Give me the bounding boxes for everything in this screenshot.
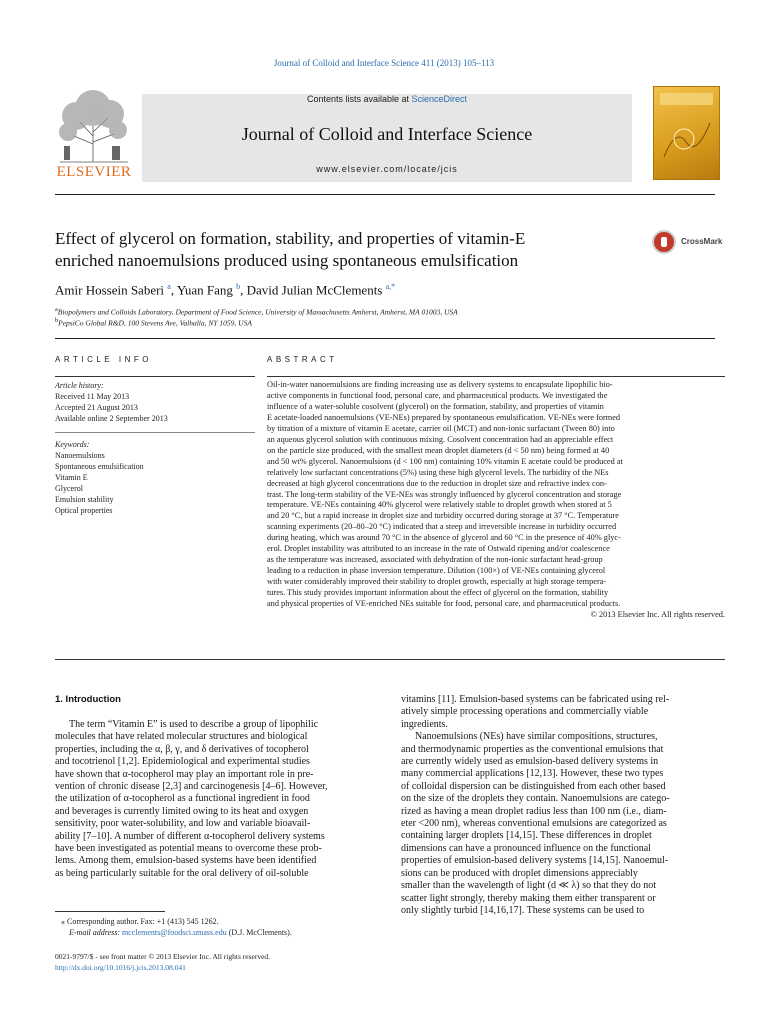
- body-line: ingredients.: [401, 718, 448, 730]
- keyword: Spontaneous emulsification: [55, 462, 144, 471]
- author-affil-ref[interactable]: a,*: [385, 282, 396, 291]
- author-affil-ref[interactable]: a: [167, 282, 171, 291]
- keyword: Nanoemulsions: [55, 451, 105, 460]
- affiliation-b: [55, 317, 252, 328]
- body-line: containing larger droplets [14,15]. These differences in droplet: [401, 830, 652, 842]
- keywords-rule: [55, 432, 255, 433]
- body-line: lems. Among them, emulsion-based systems have been identified: [55, 855, 317, 867]
- body-line: molecules that have related molecular structures and biological: [55, 731, 308, 743]
- keywords-block: [55, 439, 255, 516]
- article-info-rule: [55, 376, 255, 377]
- body-line: sensitivity, poor water-solubility, and low and variable bioavail-: [55, 818, 311, 830]
- body-line: properties of emulsion-based delivery systems [14,15]. Nanoemul-: [401, 855, 669, 867]
- body-line: only slightly turbid [14,16,17]. These systems can be used to: [401, 904, 645, 916]
- email-label: E-mail address:: [69, 928, 123, 937]
- body-line: atively simple processing operations and commercially viable: [401, 706, 649, 718]
- body-line: vitamins [11]. Emulsion-based systems can be fabricated using rel-: [401, 694, 670, 705]
- affiliation-a: [55, 306, 458, 317]
- body-line: many commercial applications [12,13]. However, these two types: [401, 768, 664, 780]
- copyright-notice: © 2013 Elsevier Inc. All rights reserved.: [590, 610, 725, 620]
- right-column: [401, 694, 725, 917]
- crossmark-badge[interactable]: [652, 228, 732, 258]
- doi-link[interactable]: http://dx.doi.org/10.1016/j.jcis.2013.08.041: [55, 962, 186, 972]
- keyword: Optical properties: [55, 506, 113, 515]
- abstract-line: E acetate-loaded nanoemulsions (VE-NEs) prepared by spontaneous emulsification. VE-NEs were formed: [267, 412, 621, 422]
- journal-citation[interactable]: Journal of Colloid and Interface Science 411 (2013) 105–113: [273, 58, 495, 68]
- keywords-label: Keywords:: [55, 440, 90, 449]
- corresponding-author: ⁎ Corresponding author. Fax: +1 (413) 545 1262.: [61, 917, 219, 926]
- abstract-line: erol. Droplet instability was attributed to an increase in the rate of Ostwald ripening and/or coalescence: [267, 544, 610, 554]
- abstract-rule: [267, 376, 725, 377]
- abstract-line: trast. The long-term stability of the VE-NEs was strongly influenced by glycerol concentration and storage: [267, 489, 622, 499]
- body-line: The term “Vitamin E” is used to describe a group of lipophilic: [69, 719, 319, 730]
- body-line: rized as having a mean droplet radius less than 100 nm (i.e., diam-: [401, 805, 667, 817]
- header-rule: [55, 194, 715, 195]
- body-line: eter <200 nm), whereas conventional emulsions are categorized as: [401, 818, 667, 830]
- body-line: have been investigated as potential means to overcome these prob-: [55, 843, 322, 855]
- crossmark-icon: [652, 230, 676, 254]
- body-line: the utilization of α-tocopherol as a functional ingredient in food: [55, 793, 310, 805]
- author-affil-ref[interactable]: b: [236, 282, 241, 291]
- body-line: smaller than the wavelength of light (d ≪ λ) so that they do not: [401, 880, 656, 892]
- abstract-line: during heating, which was around 70 °C in the absence of glycerol and 60 °C in the presence of 40% glyc-: [267, 533, 621, 543]
- body-line: as being particularly suitable for the oral delivery of oil-soluble: [55, 867, 309, 879]
- abstract-line: an aqueous glycerol solution with continuous mixing. Cosolvent concentration had an appreciable effect: [267, 434, 614, 444]
- article-history: [55, 380, 255, 424]
- affiliation-text: PepsiCo Global R&D, 100 Stevens Ave, Valhalla, NY 1059, USA: [58, 318, 252, 328]
- abstract-bottom-rule: [55, 659, 725, 660]
- body-line: properties, including the α, β, γ, and δ derivatives of tocopherol: [55, 743, 309, 755]
- history-received: Received 11 May 2013: [55, 392, 130, 401]
- email-suffix: (D.J. McClements).: [226, 928, 292, 937]
- abstract-line: with water considerably improved their stability to droplet growth, especially at high storage tempera-: [267, 577, 607, 587]
- title-line-2: enriched nanoemulsions produced using spontaneous emulsification: [55, 251, 519, 270]
- abstract-line: Oil-in-water nanoemulsions are finding increasing use as delivery systems to encapsulate lipophilic bio-: [267, 380, 613, 389]
- abstract-line: decreased at high glycerol concentrations due to the reduction in droplet size and refractive index con-: [267, 478, 607, 488]
- journal-title: Journal of Colloid and Interface Science: [241, 124, 533, 144]
- history-label: Article history:: [55, 381, 104, 390]
- crossmark-label: CrossMark: [681, 237, 723, 246]
- affiliation-text: Biopolymers and Colloids Laboratory, Department of Food Science, University of Massachusetts Amherst, Amherst, MA 01003, USA: [57, 307, 458, 317]
- body-line: on the size of the droplets they contain. Nanoemulsions are catego-: [401, 793, 670, 805]
- abstract-line: temperature. VE-NEs containing 40% glycerol were relatively stable to droplet growth when stored at 5: [267, 500, 612, 510]
- author-name[interactable]: Amir Hossein Saberi: [55, 282, 165, 298]
- body-line: Nanoemulsions (NEs) have similar compositions, structures,: [415, 731, 658, 743]
- body-line: sions can be produced with droplet dimensions appreciably: [401, 867, 638, 879]
- body-line: of colloidal dispersion can be distinguished from each other based: [401, 780, 666, 792]
- elsevier-wordmark: ELSEVIER: [56, 164, 132, 180]
- body-line: vention of chronic disease [2,3] and carcinogenesis [4–6]. However,: [55, 781, 328, 793]
- author-name[interactable]: Yuan Fang: [176, 282, 233, 298]
- abstract-text: [267, 380, 725, 621]
- journal-url[interactable]: www.elsevier.com/locate/jcis: [316, 164, 458, 174]
- body-line: and thermodynamic properties as the conventional emulsions that: [401, 743, 664, 755]
- issn-line: 0021-9797/$ - see front matter © 2013 Elsevier Inc. All rights reserved.: [55, 952, 271, 961]
- abstract-line: active components in functional food, personal care, and pharmaceutical products. We investigated the: [267, 390, 608, 400]
- author-list: Amir Hossein Saberi $^a$, Yuan Fang $^b$, David Julian McClements $^{a,*}$: [55, 282, 396, 298]
- abstract-heading: ABSTRACT: [267, 355, 338, 364]
- article-title: [55, 228, 645, 272]
- abstract-line: influence of a water-soluble cosolvent (glycerol) on the formation, stability, and properties of vitamin: [267, 401, 604, 411]
- keyword: Emulsion stability: [55, 495, 114, 504]
- abstract-line: and 50 wt% glycerol. Nanoemulsions (d < 100 nm) containing 10% vitamin E acetate could be produced at: [267, 456, 623, 466]
- section-title: 1. Introduction: [55, 694, 121, 705]
- history-accepted: Accepted 21 August 2013: [55, 403, 138, 412]
- journal-banner: [142, 94, 632, 182]
- front-matter: [55, 952, 270, 973]
- keyword: Glycerol: [55, 484, 83, 493]
- body-line: and tocotrienol [1,2]. Epidemiological and experimental studies: [55, 756, 310, 768]
- abstract-line: as the temperature was increased, associated with dehydration of the non-ionic surfactant head-group: [267, 555, 603, 565]
- body-line: and beverages is currently limited owing to its heat and oxygen: [55, 805, 309, 817]
- abstract-line: leading to a reduction in phase inversion temperature. Dilution (100×) of VE-NEs containing glycerol: [267, 566, 606, 576]
- affiliation-marker: b: [55, 317, 59, 324]
- title-line-1: Effect of glycerol on formation, stability, and properties of vitamin-E: [55, 229, 526, 248]
- left-column: [55, 719, 365, 880]
- body-line: are currently widely used as emulsion-based delivery systems in: [401, 756, 659, 768]
- footnote-rule: [55, 911, 165, 912]
- article-info-heading: ARTICLE INFO: [55, 355, 152, 364]
- affiliation-rule: [55, 338, 715, 339]
- abstract-line: scanning experiments (20–80–20 °C) indicated that a steep and irreversible increase in turbidity occurred: [267, 522, 617, 532]
- journal-cover-image: [653, 86, 720, 180]
- body-line: ability [7–10]. A number of different α-tocopherol delivery systems: [55, 830, 325, 842]
- contents-prefix: Contents lists available at: [306, 94, 412, 104]
- abstract-line: by titration of a mixture of vitamin E acetate, carrier oil (MCT) and non-ionic surfactant (Tween 80) into: [267, 423, 615, 433]
- abstract-line: and 20 °C, but a rapid increase in droplet size and turbidity occurred during storage at 37 °C. Temperature: [267, 511, 619, 521]
- body-line: scatter light strongly, thereby making them either transparent or: [401, 892, 656, 904]
- affiliation-marker: a: [55, 306, 58, 313]
- email-line: [55, 927, 385, 938]
- abstract-line: relatively low surfactant concentrations (5%) using these high glycerol levels. The turbidity of the NEs: [267, 467, 609, 477]
- contents-line: [142, 94, 632, 104]
- abstract-line: tures. This study provides important information about the effect of glycerol on the formation, stability: [267, 588, 609, 598]
- abstract-line: on the particle size produced, with the smallest mean droplet diameters (d < 50 nm) being formed at 40: [267, 445, 610, 455]
- history-online: Available online 2 September 2013: [55, 414, 168, 423]
- keyword: Vitamin E: [55, 473, 88, 482]
- author-name[interactable]: David Julian McClements: [246, 282, 383, 298]
- footnote: [55, 916, 385, 938]
- abstract-line: and physical properties of VE-enriched NEs suitable for food, personal care, and pharmaceutical products.: [267, 599, 621, 609]
- sciencedirect-link[interactable]: ScienceDirect: [411, 94, 468, 104]
- email-link[interactable]: mcclements@foodsci.umass.edu: [122, 928, 227, 937]
- body-line: dimensions can have a pronounced influence on the functional: [401, 842, 651, 854]
- body-line: have shown that α-tocopherol may play an important role in pre-: [55, 768, 314, 780]
